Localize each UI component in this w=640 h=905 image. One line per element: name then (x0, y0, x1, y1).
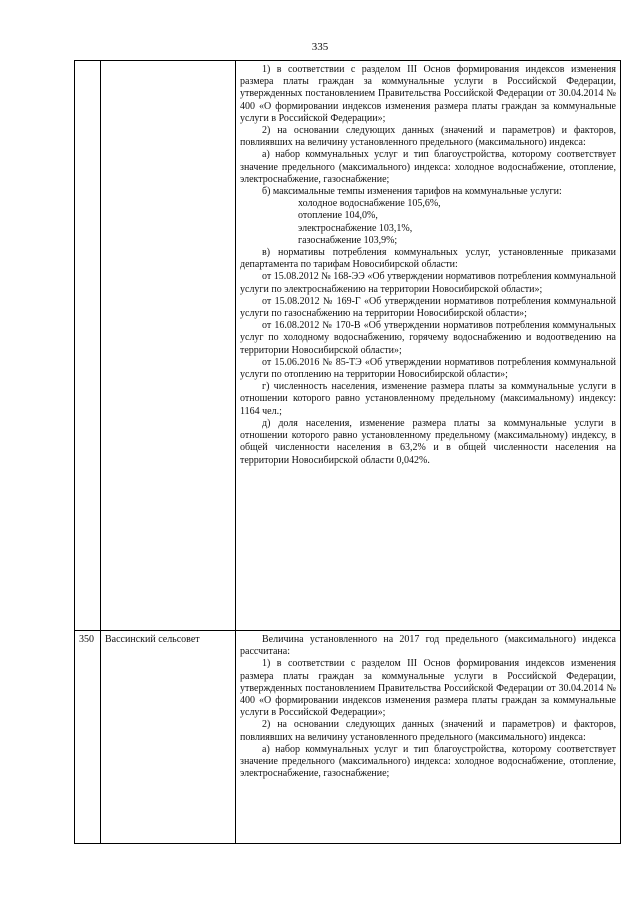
paragraph: в) нормативы потребления коммунальных услуг, установленные приказами департамента по тарифам Новосибирской области: (240, 247, 616, 271)
tariff-line: отопление 104,0%, (298, 210, 378, 222)
municipality-name (101, 61, 236, 631)
row-content (236, 631, 621, 844)
paragraph: от 15.06.2016 № 85-ТЭ «Об утверждении нормативов потребления коммунальной услуги по отоплению на территории Новосибирской области»; (240, 356, 616, 381)
paragraph: а) набор коммунальных услуг и тип благоустройства, которому соответствует значение предельного (максимального) индекса: холодное водоснабжение, отопление, электроснабжение, газоснабжение; (240, 743, 616, 780)
paragraph: д) доля населения, изменение размера платы за коммунальные услуги в отношении которого равно установленному предельному (максимальному) индексу, в общей численности населения в 63,2% и в общей численности населения на территории Новосибирской области 0,042%. (240, 417, 616, 466)
paragraph: 1) в соответствии с разделом III Основ формирования индексов изменения размера платы граждан за коммунальные услуги в Российской Федерации, утвержденных постановлением Правительства Российской Федерации от 30.04.2014 № 400 «О формировании индексов изменения размера платы граждан за коммунальные услуги в Российской Федерации»; (240, 64, 616, 124)
paragraph: г) численность населения, изменение размера платы за коммунальные услуги в отношении которого равно установленному предельному (максимальному) индексу: 1164 чел.; (240, 381, 616, 417)
paragraph: 1) в соответствии с разделом III Основ формирования индексов изменения размера платы граждан за коммунальные услуги в Российской Федерации, утвержденных постановлением Правительства Российской Федерации от 30.04.2014 № 400 «О формировании индексов изменения размера платы граждан за коммунальные услуги в Российской Федерации»; (240, 658, 616, 719)
paragraph: а) набор коммунальных услуг и тип благоустройства, которому соответствует значение предельного (максимального) индекса: холодное водоснабжение, отопление, электроснабжение, газоснабжение; (240, 149, 616, 185)
municipality-name: Вассинский сельсовет (101, 631, 236, 844)
tariff-line: электроснабжение 103,1%, (298, 222, 413, 234)
paragraph: 2) на основании следующих данных (значений и параметров) и факторов, повлиявших на величину установленного предельного (максимального) индекса: (240, 719, 616, 743)
row-number (75, 61, 101, 631)
table-row (75, 61, 621, 631)
paragraph: от 15.08.2012 № 168-ЭЭ «Об утверждении нормативов потребления коммунальной услуги по электроснабжению на территории Новосибирской области»; (240, 271, 616, 295)
page-number: 335 (311, 41, 329, 53)
paragraph: 2) на основании следующих данных (значений и параметров) и факторов, повлиявших на величину установленного предельного (максимального) индекса: (240, 125, 616, 149)
municipality-table (74, 60, 621, 844)
paragraph: от 16.08.2012 № 170-В «Об утверждении нормативов потребления коммунальных услуг по холодному водоснабжению, горячему водоснабжению и водоотведению на территории Новосибирской области»; (240, 320, 616, 356)
paragraph: б) максимальные темпы изменения тарифов на коммунальные услуги: (262, 186, 562, 198)
table-row (75, 631, 621, 844)
row-content (236, 61, 621, 631)
tariff-line: холодное водоснабжение 105,6%, (298, 198, 441, 210)
paragraph: от 15.08.2012 № 169-Г «Об утверждении нормативов потребления коммунальной услуги по газоснабжению на территории Новосибирской области»; (240, 295, 616, 320)
row-number: 350 (75, 631, 101, 844)
paragraph: Величина установленного на 2017 год предельного (максимального) индекса рассчитана: (240, 634, 616, 658)
tariff-line: газоснабжение 103,9%; (298, 234, 398, 246)
